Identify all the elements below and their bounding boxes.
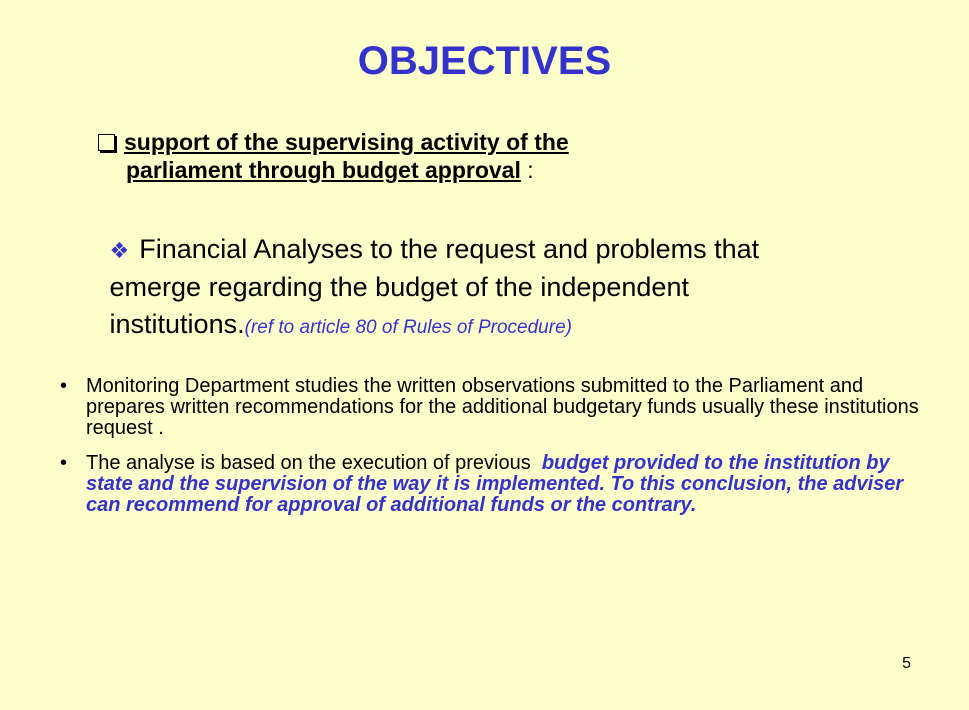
bullet-text-emphasis: budget provided to the institution by state and the supervision of the way it is implemented. To this conclusion, the adviser can recommend for approval of additional funds or the contrary. bbox=[86, 452, 904, 516]
financial-line3: institutions. bbox=[109, 309, 245, 339]
four-diamond-icon: ❖ bbox=[109, 238, 130, 263]
page-number: 5 bbox=[902, 655, 911, 672]
bullet-item-analyse bbox=[60, 453, 920, 516]
bullet-list bbox=[60, 376, 920, 530]
financial-line2: emerge regarding the budget of the independent bbox=[109, 272, 689, 302]
bullet-text-plain: The analyse is based on the execution of previous bbox=[86, 452, 542, 474]
financial-line1: Financial Analyses to the request and problems that bbox=[139, 234, 760, 264]
bullet-dot: • bbox=[60, 375, 68, 397]
subheading-block bbox=[96, 128, 856, 184]
bullet-dot: • bbox=[60, 452, 68, 474]
bullet-item-monitoring bbox=[60, 376, 920, 439]
slide-title: OBJECTIVES bbox=[357, 39, 612, 83]
financial-ref: (ref to article 80 of Rules of Procedure) bbox=[244, 317, 572, 338]
subheading-line2: parliament through budget approval bbox=[126, 157, 521, 183]
bullet-text: Monitoring Department studies the written observations submitted to the Parliament and prepares written recommendations for the additional budgetary funds usually these institutions request . bbox=[86, 375, 919, 439]
subheading-line1: support of the supervising activity of the bbox=[124, 129, 569, 155]
subheading-suffix: : bbox=[520, 157, 534, 183]
financial-analyses-block bbox=[102, 231, 892, 346]
checkbox-square-icon bbox=[98, 134, 115, 151]
